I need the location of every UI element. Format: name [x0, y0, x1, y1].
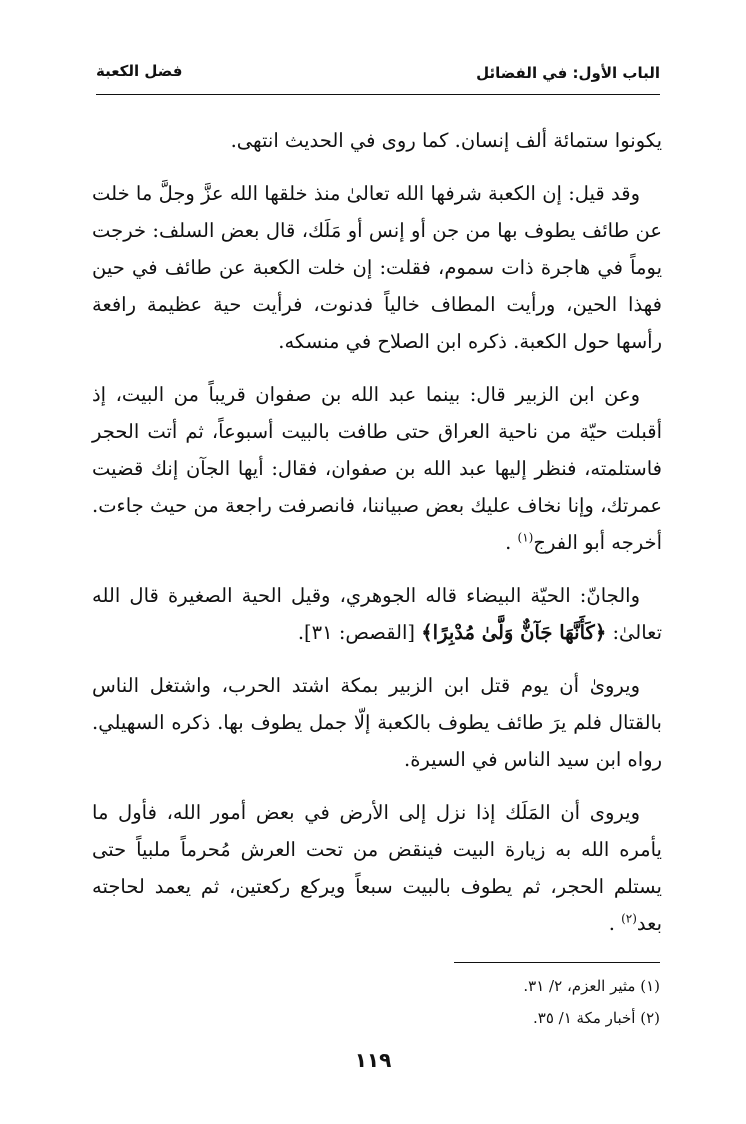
paragraph-3-end: . [505, 531, 512, 554]
paragraph-3 [92, 376, 662, 561]
paragraph-1: يكونوا ستمائة ألف إنسان. كما روى في الحديث انتهى. [230, 129, 662, 152]
footnote-1: (١) مثير العزم، ٢/ ٣١. [523, 977, 660, 995]
paragraph-4-text: والجانّ: الحيّة البيضاء قاله الجوهري، وقيل الحية الصغيرة قال الله تعالىٰ: [92, 584, 662, 644]
paragraph-6-text: ويروى أن المَلَك إذا نزل إلى الأرض في بعض أمور الله، فأول ما يأمره الله به زيارة البيت فينقض من تحت العرش مُحرماً ملبياً حتى يستلم الحجر، ثم يطوف بالبيت سبعاً ويركع ركعتين، ثم يعمد لحاجته بعد [92, 801, 662, 935]
main-text [92, 122, 662, 958]
chapter-title: الباب الأول: في الفضائل [476, 64, 660, 82]
paragraph-6-end: . [608, 912, 615, 935]
footnote-marker-1[interactable]: (١) [517, 530, 534, 545]
paragraph-4 [92, 577, 662, 651]
footnote-marker-2[interactable]: (٢) [621, 911, 637, 926]
paragraph-3-text: وعن ابن الزبير قال: بينما عبد الله بن صفوان قريباً من البيت، إذ أقبلت حيّة من ناحية العراق حتى طافت بالبيت أسبوعاً، ثم أتت الحجر فاستلمته، فنظر إليها عبد الله بن صفوان، فقال: أيها الجآن إنك قضيت عمرتك، وإنا نخاف عليك بعض صبياننا، فانصرفت راجعة من حيث جاءت. أخرجه أبو الفرج [92, 383, 662, 554]
paragraph-6 [92, 794, 662, 942]
footnote-rule [454, 962, 660, 963]
footnote-2: (٢) أخبار مكة ١/ ٣٥. [532, 1009, 660, 1027]
section-title: فضل الكعبة [96, 62, 183, 80]
footnotes [96, 970, 660, 1034]
quran-reference: [القصص: ٣١]. [297, 621, 416, 644]
header-rule [96, 94, 660, 95]
paragraph-5: ويروىٰ أن يوم قتل ابن الزبير بمكة اشتد الحرب، واشتغل الناس بالقتال فلم يرَ طائف يطوف بالكعبة إلّا جمل يطوف بها. ذكره السهيلي. رواه ابن سيد الناس في السيرة. [92, 674, 662, 771]
page-number: ١١٩ [354, 1048, 392, 1072]
quran-verse: ﴿كَأَنَّهَا جَآنٌّ وَلَّىٰ مُدْبِرًا﴾ [421, 621, 607, 644]
paragraph-2: وقد قيل: إن الكعبة شرفها الله تعالىٰ منذ خلقها الله عزَّ وجلَّ ما خلت عن طائف يطوف بها من جن أو إنس أو مَلَك، قال بعض السلف: خرجت يوماً في هاجرة ذات سموم، فقلت: إن خلت الكعبة عن طائف في حين فهذا الحين، ورأيت المطاف خالياً فدنوت، فرأيت حية عظيمة رافعة رأسها حول الكعبة. ذكره ابن الصلاح في منسكه. [92, 182, 662, 353]
running-header [96, 56, 660, 90]
